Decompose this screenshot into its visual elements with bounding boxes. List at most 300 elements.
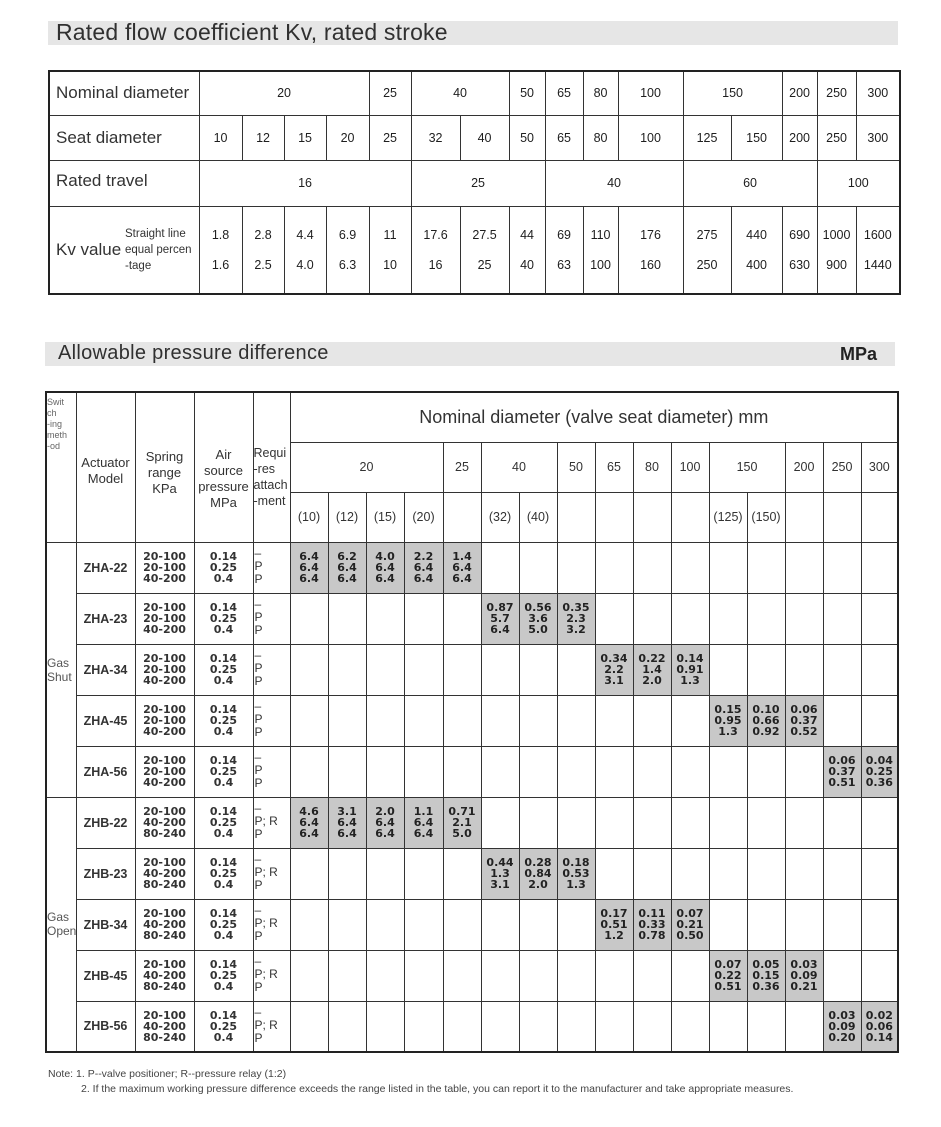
empty-cell: [328, 746, 366, 797]
seat-cell: 200: [782, 115, 817, 160]
kv-cell: [411, 206, 460, 294]
actuator-model: ZHA-22: [76, 542, 135, 593]
table-row: [46, 593, 898, 644]
nominal-group: 300: [861, 442, 898, 492]
nominal-group: 65: [595, 442, 633, 492]
empty-cell: [747, 593, 785, 644]
kv-straight: 44: [520, 227, 534, 242]
row-label-travel: Rated travel: [49, 160, 199, 206]
spring-range: [135, 899, 194, 950]
requires-attachment-line: P: [254, 826, 263, 841]
pressure-value-line: 1.2: [604, 928, 624, 942]
spring-range-line: 40-200: [143, 572, 186, 585]
empty-cell: [519, 899, 557, 950]
empty-cell: [290, 695, 328, 746]
seat-sub-cell: [861, 492, 898, 542]
pressure-value-line: 6.2: [337, 549, 357, 563]
pressure-value-line: 0.37: [790, 713, 818, 727]
kv-equal: 10: [383, 257, 397, 272]
empty-cell: [328, 593, 366, 644]
spring-range-line: 20-100: [143, 765, 186, 778]
pressure-value-line: 0.35: [562, 600, 590, 614]
kv-equal: 900: [826, 257, 847, 272]
spring-range-line: 40-200: [143, 623, 186, 636]
empty-cell: [861, 950, 898, 1001]
actuator-model: ZHA-23: [76, 593, 135, 644]
empty-cell: [519, 746, 557, 797]
pressure-value-line: 0.07: [676, 906, 704, 920]
requires-attachment-line: –: [254, 902, 262, 917]
pressure-value-line: 0.20: [828, 1030, 856, 1044]
pressure-value: [747, 695, 785, 746]
pressure-value: [671, 644, 709, 695]
hdr-line: -res: [253, 462, 276, 476]
air-pressure-line: 0.25: [209, 765, 238, 778]
pressure-value-line: 0.21: [790, 979, 818, 993]
seat-cell: 300: [856, 115, 900, 160]
empty-cell: [671, 950, 709, 1001]
empty-cell: [823, 950, 861, 1001]
empty-cell: [823, 695, 861, 746]
seat-cell: 10: [199, 115, 242, 160]
requires-attachment-line: –: [254, 1004, 262, 1019]
header-spring-range: [135, 392, 194, 542]
pressure-value-line: 6.4: [299, 571, 319, 585]
requires-attachment-line: –: [254, 953, 262, 968]
requires-attachment: [253, 593, 290, 644]
empty-cell: [328, 848, 366, 899]
empty-cell: [747, 797, 785, 848]
travel-group: 40: [545, 160, 683, 206]
empty-cell: [443, 1001, 481, 1052]
air-pressure-line: 0.25: [209, 612, 238, 625]
empty-cell: [671, 1001, 709, 1052]
requires-attachment-line: P: [254, 775, 263, 790]
empty-cell: [785, 746, 823, 797]
pressure-value-line: 0.11: [638, 906, 666, 920]
nominal-group: 100: [671, 442, 709, 492]
spring-range-line: 20-100: [143, 561, 186, 574]
empty-cell: [709, 899, 747, 950]
group-label-line: Gas: [47, 655, 70, 670]
air-pressure: [194, 644, 253, 695]
requires-attachment-line: P; R: [254, 1017, 278, 1032]
spring-range-line: 40-200: [143, 867, 186, 880]
pressure-value-line: 0.15: [752, 968, 780, 982]
pressure-value: [481, 593, 519, 644]
kv-straight: 17.6: [423, 227, 448, 242]
air-pressure-line: 0.14: [209, 652, 238, 665]
requires-attachment-line: P: [254, 877, 263, 892]
empty-cell: [290, 644, 328, 695]
pressure-value: [328, 542, 366, 593]
empty-cell: [404, 593, 443, 644]
pressure-value-line: 0.66: [752, 713, 780, 727]
pressure-value: [519, 593, 557, 644]
empty-cell: [290, 1001, 328, 1052]
seat-sub-cell: (40): [519, 492, 557, 542]
empty-cell: [595, 848, 633, 899]
pressure-value-line: 0.02: [865, 1008, 893, 1022]
empty-cell: [519, 797, 557, 848]
air-pressure-line: 0.14: [209, 958, 238, 971]
pressure-value-line: 0.28: [524, 855, 552, 869]
seat-sub-cell: [785, 492, 823, 542]
pressure-value-line: 1.3: [566, 877, 586, 891]
kv-cell: [782, 206, 817, 294]
pressure-value-line: 0.95: [714, 713, 742, 727]
empty-cell: [861, 695, 898, 746]
pressure-value-line: 0.06: [790, 702, 818, 716]
pressure-value-line: 3.6: [528, 611, 548, 625]
air-pressure-line: 0.4: [213, 725, 234, 738]
seat-sub-cell: (15): [366, 492, 404, 542]
air-pressure-line: 0.25: [209, 969, 238, 982]
seat-cell: 250: [817, 115, 856, 160]
air-pressure-line: 0.25: [209, 561, 238, 574]
header-requires-attachment: [253, 392, 290, 542]
notes: [48, 1067, 793, 1097]
empty-cell: [595, 1001, 633, 1052]
air-pressure: [194, 950, 253, 1001]
requires-attachment-line: P: [254, 1030, 263, 1045]
nominal-group: 65: [545, 71, 583, 115]
pressure-value-line: 0.44: [486, 855, 514, 869]
nominal-group: 40: [481, 442, 557, 492]
pressure-value-line: 1.4: [642, 662, 662, 676]
pressure-value: [861, 1001, 898, 1052]
hdr-line: Air: [215, 447, 232, 462]
kv-cell: [509, 206, 545, 294]
empty-cell: [709, 848, 747, 899]
spring-range-line: 80-240: [143, 827, 186, 840]
seat-cell: 32: [411, 115, 460, 160]
empty-cell: [328, 1001, 366, 1052]
empty-cell: [823, 848, 861, 899]
section-title-pressure: [45, 342, 895, 366]
empty-cell: [481, 542, 519, 593]
nominal-group: 25: [369, 71, 411, 115]
spring-range-line: 20-100: [143, 703, 186, 716]
empty-cell: [443, 695, 481, 746]
air-pressure-line: 0.25: [209, 816, 238, 829]
spring-range: [135, 746, 194, 797]
nominal-group: 40: [411, 71, 509, 115]
kv-straight: 275: [696, 227, 718, 242]
actuator-model: ZHA-45: [76, 695, 135, 746]
pressure-value-line: 0.36: [752, 979, 780, 993]
travel-group: 25: [411, 160, 545, 206]
kv-equal: 40: [520, 257, 534, 272]
section-title-kv: [48, 21, 898, 45]
kv-equal: 4.0: [296, 257, 314, 272]
pressure-value-line: 0.36: [865, 775, 893, 789]
kv-cell: [618, 206, 683, 294]
requires-attachment: [253, 542, 290, 593]
requires-attachment-line: P: [254, 711, 263, 726]
pressure-value-line: 6.4: [413, 560, 434, 574]
table-row: [46, 644, 898, 695]
pressure-value: [557, 593, 595, 644]
empty-cell: [481, 695, 519, 746]
group-label-line: Open: [47, 924, 77, 939]
air-pressure-line: 0.25: [209, 714, 238, 727]
pressure-value-line: 0.71: [448, 804, 476, 818]
hdr-line: KPa: [152, 481, 177, 496]
empty-cell: [861, 644, 898, 695]
pressure-value-line: 0.14: [676, 651, 704, 665]
air-pressure: [194, 593, 253, 644]
spring-range: [135, 950, 194, 1001]
empty-cell: [366, 848, 404, 899]
seat-sub-cell: (150): [747, 492, 785, 542]
kv-straight: 176: [640, 227, 661, 242]
pressure-value-line: 0.14: [865, 1030, 893, 1044]
empty-cell: [519, 542, 557, 593]
kv-cell: [856, 206, 900, 294]
air-pressure-line: 0.14: [209, 805, 238, 818]
kv-row-seat: [49, 115, 900, 160]
hdr-line: source: [203, 463, 244, 478]
kv-sub-labels: [125, 206, 199, 294]
empty-cell: [747, 644, 785, 695]
requires-attachment-line: –: [254, 647, 262, 662]
pressure-value: [366, 797, 404, 848]
air-pressure-line: 0.14: [209, 703, 238, 716]
unit-label: MPa: [839, 344, 877, 364]
empty-cell: [328, 950, 366, 1001]
empty-cell: [861, 797, 898, 848]
spring-range-line: 40-200: [143, 674, 186, 687]
seat-sub-cell: [823, 492, 861, 542]
pressure-value-line: 6.4: [299, 826, 319, 840]
seat-cell: 12: [242, 115, 284, 160]
empty-cell: [861, 593, 898, 644]
group-label-line: Gas: [47, 910, 70, 925]
empty-cell: [404, 1001, 443, 1052]
pressure-value: [443, 542, 481, 593]
empty-cell: [747, 746, 785, 797]
requires-attachment-line: P: [254, 660, 263, 675]
nominal-group: 50: [557, 442, 595, 492]
air-pressure: [194, 746, 253, 797]
hdr-line: Actuator: [81, 455, 130, 470]
spring-range-line: 20-100: [143, 652, 186, 665]
pressure-value-line: 6.4: [375, 571, 395, 585]
empty-cell: [366, 593, 404, 644]
kv-equal: 2.5: [254, 257, 272, 272]
nominal-group: 250: [823, 442, 861, 492]
actuator-model: ZHB-56: [76, 1001, 135, 1052]
air-pressure-line: 0.25: [209, 663, 238, 676]
kv-straight: 690: [789, 227, 810, 242]
empty-cell: [481, 899, 519, 950]
empty-cell: [861, 848, 898, 899]
pressure-value-line: 0.18: [562, 855, 590, 869]
travel-group: 100: [817, 160, 900, 206]
empty-cell: [404, 695, 443, 746]
pressure-value-line: 6.4: [299, 549, 319, 563]
kv-equal: 250: [696, 257, 718, 272]
air-pressure-line: 0.4: [213, 1030, 234, 1044]
spring-range: [135, 695, 194, 746]
requires-attachment-line: P: [254, 724, 263, 739]
pressure-value-line: 0.21: [676, 917, 704, 931]
seat-sub-cell: [671, 492, 709, 542]
section-title-kv-text: Rated flow coefficient Kv, rated stroke: [56, 19, 448, 45]
requires-attachment-line: –: [254, 545, 262, 560]
pressure-value-line: 0.25: [865, 764, 893, 778]
requires-attachment: [253, 695, 290, 746]
seat-sub-cell: (20): [404, 492, 443, 542]
pressure-value: [519, 848, 557, 899]
pressure-value-line: 2.0: [642, 673, 662, 687]
empty-cell: [481, 746, 519, 797]
empty-cell: [785, 797, 823, 848]
empty-cell: [709, 797, 747, 848]
requires-attachment-line: P: [254, 622, 263, 637]
empty-cell: [709, 644, 747, 695]
pressure-value-line: 0.03: [790, 957, 818, 971]
empty-cell: [595, 542, 633, 593]
empty-cell: [823, 593, 861, 644]
note-line-1: Note: 1. P--valve positioner; R--pressure relay (1:2): [48, 1068, 287, 1080]
pressure-value-line: 2.3: [566, 611, 586, 625]
seat-sub-cell: (32): [481, 492, 519, 542]
air-pressure-line: 0.14: [209, 907, 238, 920]
spring-range-line: 20-100: [143, 958, 186, 971]
table-row: [46, 1001, 898, 1052]
empty-cell: [481, 644, 519, 695]
spring-range-line: 20-100: [143, 1008, 186, 1022]
kv-cell: [731, 206, 782, 294]
pressure-value-line: 6.4: [375, 560, 395, 574]
row-label-kv: Kv value: [49, 206, 125, 294]
pressure-value: [290, 542, 328, 593]
actuator-model: ZHB-45: [76, 950, 135, 1001]
kv-straight: 110: [590, 227, 611, 242]
empty-cell: [785, 644, 823, 695]
empty-cell: [671, 848, 709, 899]
hdr-line: MPa: [210, 495, 237, 510]
empty-cell: [747, 1001, 785, 1052]
pressure-value-line: 5.7: [490, 611, 510, 625]
empty-cell: [633, 746, 671, 797]
empty-cell: [404, 644, 443, 695]
pressure-value-line: 2.0: [528, 877, 548, 891]
empty-cell: [481, 797, 519, 848]
pressure-value-line: 2.2: [413, 549, 434, 563]
pressure-value-line: 6.4: [337, 815, 357, 829]
empty-cell: [823, 797, 861, 848]
kv-cell: [242, 206, 284, 294]
air-pressure-line: 0.4: [213, 929, 234, 942]
pressure-value-line: 1.3: [718, 724, 738, 738]
pressure-value-line: 6.4: [299, 815, 319, 829]
empty-cell: [785, 1001, 823, 1052]
pressure-value: [633, 899, 671, 950]
nominal-group: 300: [856, 71, 900, 115]
hdr-line: Swit: [47, 397, 65, 407]
empty-cell: [366, 950, 404, 1001]
requires-attachment: [253, 746, 290, 797]
hdr-line: ch: [47, 408, 57, 418]
kv-equal: 1.6: [211, 257, 230, 272]
empty-cell: [366, 1001, 404, 1052]
actuator-model: ZHA-34: [76, 644, 135, 695]
requires-attachment-line: –: [254, 800, 262, 815]
spring-range-line: 20-100: [143, 663, 186, 676]
air-pressure: [194, 695, 253, 746]
nominal-group: 50: [509, 71, 545, 115]
pressure-value-line: 0.06: [828, 753, 856, 767]
pressure-value-line: 0.51: [600, 917, 628, 931]
requires-attachment-line: –: [254, 749, 262, 764]
air-pressure-line: 0.4: [213, 572, 234, 585]
pressure-value-line: 0.87: [486, 600, 514, 614]
kv-cell: [683, 206, 731, 294]
spring-range-line: 40-200: [143, 918, 186, 931]
empty-cell: [519, 950, 557, 1001]
actuator-model: ZHA-56: [76, 746, 135, 797]
air-pressure-line: 0.4: [213, 674, 234, 687]
empty-cell: [443, 746, 481, 797]
air-pressure: [194, 542, 253, 593]
empty-cell: [519, 1001, 557, 1052]
empty-cell: [633, 695, 671, 746]
pressure-value-line: 0.09: [790, 968, 818, 982]
pressure-value: [671, 899, 709, 950]
spring-range-line: 20-100: [143, 805, 186, 818]
air-pressure: [194, 1001, 253, 1052]
nominal-group: 200: [782, 71, 817, 115]
requires-attachment: [253, 899, 290, 950]
seat-sub-cell: [633, 492, 671, 542]
empty-cell: [671, 593, 709, 644]
seat-cell: 65: [545, 115, 583, 160]
requires-attachment-line: P; R: [254, 966, 278, 981]
seat-cell: 125: [683, 115, 731, 160]
kv-equal: 400: [746, 257, 767, 272]
empty-cell: [481, 950, 519, 1001]
pressure-value-line: 0.52: [790, 724, 818, 738]
air-pressure-line: 0.25: [209, 1019, 238, 1033]
empty-cell: [747, 848, 785, 899]
pressure-table: [45, 391, 899, 1053]
spring-range-line: 80-240: [143, 878, 186, 891]
kv-sub-tage: -tage: [125, 259, 152, 272]
empty-cell: [290, 848, 328, 899]
spring-range-line: 20-100: [143, 601, 186, 614]
air-pressure-line: 0.14: [209, 856, 238, 869]
table-row: [46, 899, 898, 950]
empty-cell: [595, 950, 633, 1001]
pressure-value-line: 0.50: [676, 928, 704, 942]
kv-equal: 630: [789, 257, 810, 272]
spring-range: [135, 1001, 194, 1052]
requires-attachment-line: P: [254, 609, 263, 624]
hdr-line: Requi: [253, 446, 287, 460]
table-row: [46, 848, 898, 899]
empty-cell: [633, 950, 671, 1001]
empty-cell: [404, 899, 443, 950]
requires-attachment: [253, 950, 290, 1001]
pressure-value-line: 0.91: [676, 662, 704, 676]
empty-cell: [671, 695, 709, 746]
kv-cell: [460, 206, 509, 294]
pressure-value-line: 6.4: [452, 571, 472, 585]
empty-cell: [785, 899, 823, 950]
